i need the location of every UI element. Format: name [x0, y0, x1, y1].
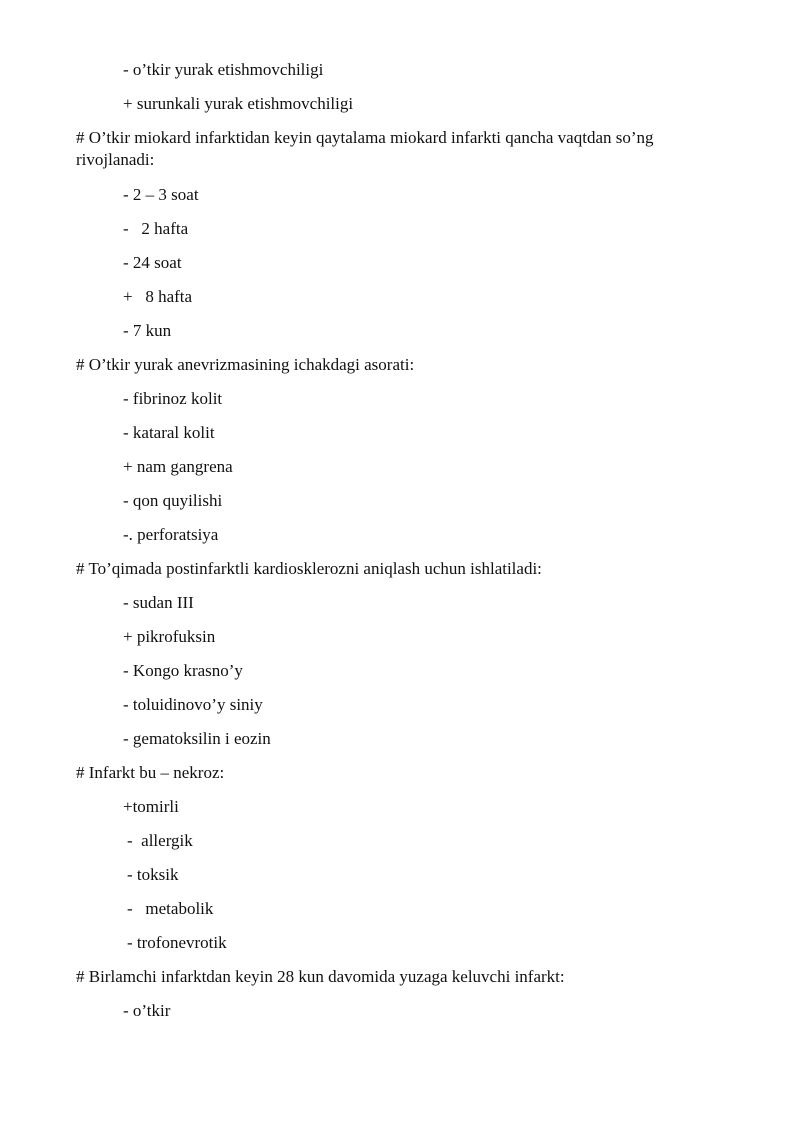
answer-option: - toluidinovo’y siniy [123, 695, 263, 714]
answer-option: - 2 hafta [123, 219, 189, 238]
answer-option: -. perforatsiya [123, 525, 219, 544]
answer-option: + surunkali yurak etishmovchiligi [123, 94, 354, 113]
answer-option: - allergik [127, 831, 193, 850]
answer-option: +tomirli [123, 797, 179, 816]
question-text: # To’qimada postinfarktli kardiosklerozni aniqlash uchun ishlatiladi: [76, 559, 542, 578]
answer-option: - sudan III [123, 593, 194, 612]
answer-option: - toksik [127, 865, 179, 884]
answer-option: - gematoksilin i eozin [123, 729, 271, 748]
question-text: # Birlamchi infarktdan keyin 28 kun davomida yuzaga keluvchi infarkt: [76, 967, 565, 986]
answer-option: + pikrofuksin [123, 627, 216, 646]
answer-option: - kataral kolit [123, 423, 215, 442]
answer-option: - Kongo krasno’y [123, 661, 243, 680]
answer-option: - metabolik [127, 899, 214, 918]
answer-option: + 8 hafta [123, 287, 193, 306]
answer-option: - qon quyilishi [123, 491, 223, 510]
answer-option: + nam gangrena [123, 457, 233, 476]
question-text: # O’tkir yurak anevrizmasining ichakdagi asorati: [76, 355, 415, 374]
question-text: # O’tkir miokard infarktidan keyin qaytalama miokard infarkti qancha vaqtdan so’ng rivojlanadi: [76, 128, 654, 169]
answer-option: - 2 – 3 soat [123, 185, 199, 204]
answer-option: - o’tkir [123, 1001, 171, 1020]
answer-option: - trofonevrotik [127, 933, 227, 952]
question-text: # Infarkt bu – nekroz: [76, 763, 225, 782]
answer-option: - 7 kun [123, 321, 172, 340]
answer-option: - fibrinoz kolit [123, 389, 223, 408]
answer-option: - o’tkir yurak etishmovchiligi [123, 60, 324, 79]
answer-option: - 24 soat [123, 253, 182, 272]
